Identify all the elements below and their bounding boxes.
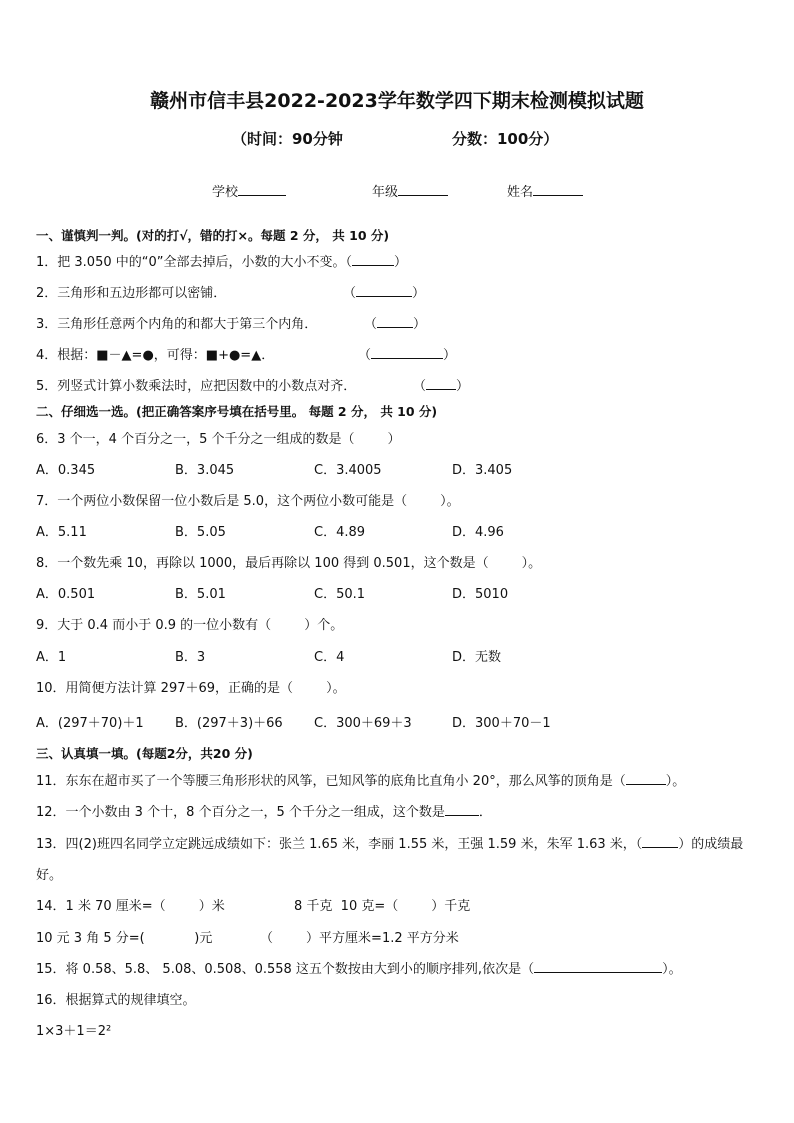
q10-option-a: A．(297＋70)＋1: [36, 716, 144, 731]
q15-text: 15．将 0.58、5.8、 5.08、0.508、0.558 这五个数按由大到小的顺序排列,依次是（: [36, 962, 535, 977]
q5-blank: [426, 377, 456, 390]
q3-blank: [377, 315, 413, 328]
q8-option-c: C．50.1: [314, 587, 366, 602]
q6-option-b: B．3.045: [175, 463, 235, 478]
q4-answer: （ ）: [358, 348, 457, 363]
q10-option-c: C．300＋69＋3: [314, 716, 412, 731]
question-2: [36, 282, 226, 301]
q8-option-a: A．0.501: [36, 587, 96, 602]
question-11: 11．东东在超市买了一个等腰三角形形状的风筝，已知风筝的底角比直角小 20°，那么风筝的顶角是（ ）。: [36, 774, 686, 789]
question-9: 9．大于 0.4 而小于 0.9 的一位小数有（ ）个。: [36, 618, 344, 633]
q12-text: 12．一个小数由 3 个十，8 个百分之一，5 个千分之一组成，这个数是: [36, 805, 445, 820]
q5-answer: （ ）: [413, 379, 470, 394]
question-1: [36, 251, 407, 270]
q3-text: 3．三角形任意两个内角的和都大于第三个内角．: [36, 317, 318, 332]
question-10: 10．用简便方法计算 297＋69，正确的是（ ）。: [36, 681, 346, 696]
q2-answer: （ ）: [343, 286, 426, 301]
q9-option-b: B．3: [175, 650, 206, 665]
section-1-heading: 一、谨慎判一判。(对的打√，错的打×。每题 2 分， 共 10 分): [36, 228, 390, 243]
q6-option-d: D．3.405: [452, 463, 513, 478]
question-13: 13．四(2)班四名同学立定跳远成绩如下：张兰 1.65 米，李丽 1.55 米，王强 1.59 米，朱军 1.63 米，（ ）的成绩最: [36, 837, 744, 852]
score-label: 分数：100分）: [452, 130, 559, 148]
name-label: 姓名: [507, 185, 534, 200]
q9-option-d: D．无数: [452, 650, 502, 665]
q13-blank: [642, 835, 678, 848]
question-3: [36, 313, 317, 332]
question-4: [36, 344, 274, 363]
grade-field: [372, 181, 448, 200]
q1-blank: [352, 253, 394, 266]
name-blank: [533, 183, 583, 196]
q2-blank: [356, 284, 412, 297]
q4-blank: [371, 346, 443, 359]
q15-blank: [534, 960, 662, 973]
q6-option-c: C．3.4005: [314, 463, 382, 478]
q5-text: 5．列竖式计算小数乘法时，应把因数中的小数点对齐．: [36, 379, 357, 394]
q4-text: 4．根据：■－▲=●，可得：■+●=▲．: [36, 348, 275, 363]
q11-text: 11．东东在超市买了一个等腰三角形形状的风筝，已知风筝的底角比直角小 20°，那么风筝的顶角是（: [36, 774, 626, 789]
q16-formula: 1×3＋1＝2²: [36, 1024, 112, 1039]
question-14-c: 10 元 3 角 5 分=( )元: [36, 931, 213, 946]
q7-option-c: C．4.89: [314, 525, 366, 540]
q13-text: 13．四(2)班四名同学立定跳远成绩如下：张兰 1.65 米，李丽 1.55 米，王强 1.59 米，朱军 1.63 米，（: [36, 837, 643, 852]
section-3-heading: 三、认真填一填。(每题2分，共20 分): [36, 746, 253, 761]
question-14-b: 8 千克 10 克=（ ）千克: [294, 899, 471, 914]
question-7: 7．一个两位小数保留一位小数后是 5.0，这个两位小数可能是（ ）。: [36, 494, 460, 509]
q3-answer: （ ）: [364, 317, 427, 332]
grade-blank: [398, 183, 448, 196]
q10-option-d: D．300＋70－1: [452, 716, 551, 731]
q11-blank: [626, 772, 666, 785]
q7-option-a: A．5.11: [36, 525, 87, 540]
q1-text: 1．把 3.050 中的“0”全部去掉后，小数的大小不变。（: [36, 255, 352, 270]
q6-option-a: A．0.345: [36, 463, 96, 478]
school-field: [212, 181, 286, 200]
q9-option-c: C．4: [314, 650, 345, 665]
grade-label: 年级: [372, 185, 399, 200]
question-14-a: 14．1 米 70 厘米=（ ）米: [36, 899, 225, 914]
question-14-d: （ ）平方厘米=1.2 平方分米: [260, 931, 459, 946]
section-2-heading: 二、仔细选一选。(把正确答案序号填在括号里。 每题 2 分， 共 10 分): [36, 404, 438, 419]
school-label: 学校: [212, 185, 239, 200]
q9-option-a: A．1: [36, 650, 67, 665]
q8-option-b: B．5.01: [175, 587, 226, 602]
q7-option-b: B．5.05: [175, 525, 226, 540]
q1-close: ）: [394, 255, 408, 270]
q8-option-d: D．5010: [452, 587, 509, 602]
name-field: [507, 181, 583, 200]
q13-continuation: 好。: [36, 868, 63, 883]
q10-option-b: B．(297＋3)＋66: [175, 716, 283, 731]
q2-text: 2．三角形和五边形都可以密铺．: [36, 286, 227, 301]
question-5: [36, 375, 356, 394]
q7-option-d: D．4.96: [452, 525, 504, 540]
question-6: 6．3 个一，4 个百分之一，5 个千分之一组成的数是（ ）: [36, 432, 401, 447]
question-16: 16．根据算式的规律填空。: [36, 993, 196, 1008]
question-8: 8．一个数先乘 10，再除以 1000，最后再除以 100 得到 0.501，这个数是（ ）。: [36, 556, 542, 571]
time-label: （时间：90分钟: [232, 130, 343, 148]
question-15: 15．将 0.58、5.8、 5.08、0.508、0.558 这五个数按由大到小的顺序排列,依次是（ ）。: [36, 962, 682, 977]
school-blank: [238, 183, 286, 196]
question-12: 12．一个小数由 3 个十，8 个百分之一，5 个千分之一组成，这个数是 ．: [36, 805, 492, 820]
q12-blank: [445, 803, 479, 816]
page-title: 赣州市信丰县2022-2023学年数学四下期末检测模拟试题: [150, 90, 644, 112]
